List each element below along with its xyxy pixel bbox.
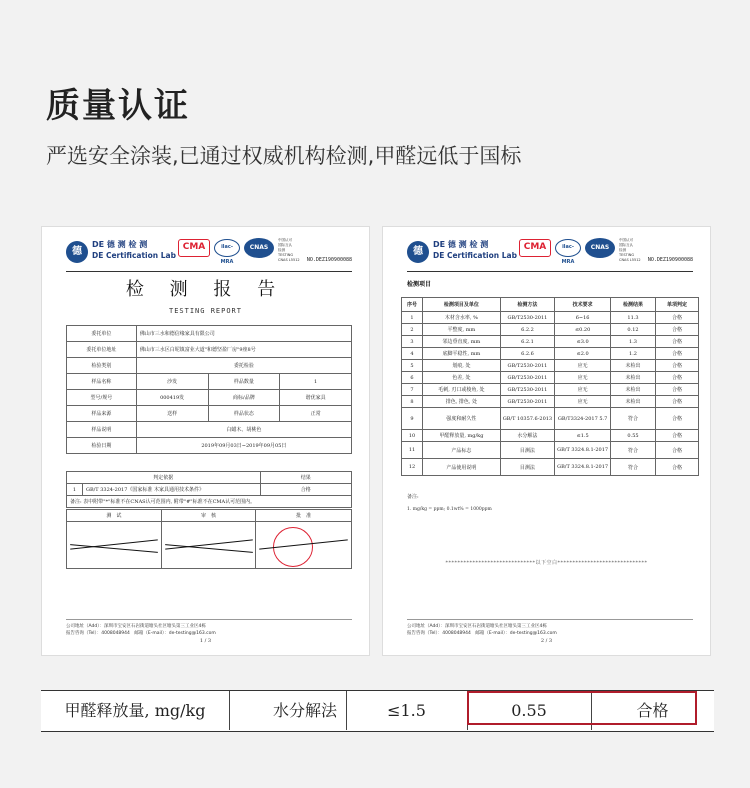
de-logo-icon: 德 — [407, 241, 429, 263]
report-title: 检 测 报 告 — [125, 279, 286, 300]
table-cell: ≤1.5 — [555, 430, 611, 442]
table-cell: 合格 — [655, 384, 698, 396]
table-row — [402, 396, 699, 408]
judgement-table: 判定依据 结果 1 GB/T 3324-2017《国家标准 木家具通用技术条件》 合格 备注: 表中附带"*"标准不在CNAS认可范围内, 附带"#"标准不在CMA认可范围内。 — [66, 471, 352, 508]
table-cell: 未检出 — [611, 384, 656, 396]
table-cell: GB/T 3324.8.1-2017 — [555, 442, 611, 459]
zoom-requirement: ≤1.5 — [387, 701, 426, 720]
table-cell: 目测法 — [500, 459, 554, 476]
table-cell: 7 — [402, 384, 423, 396]
signature-table: 测 试 审 核 批 准 — [66, 509, 352, 569]
table-cell: 1.2 — [611, 348, 656, 360]
table-row — [402, 442, 699, 459]
ilac-logo-icon: ilac-MRA — [555, 239, 581, 257]
table-row — [402, 384, 699, 396]
footer-divider — [66, 619, 352, 620]
zoom-item: 甲醛释放量, mg/kg — [64, 701, 206, 720]
table-cell: 11.3 — [611, 312, 656, 324]
cnas-logo-icon: CNAS — [585, 238, 615, 258]
report-number: NO.DEZ190900088 — [647, 257, 693, 263]
table-row — [402, 408, 699, 430]
table-cell: 合格 — [655, 312, 698, 324]
section-subtitle: 严选安全涂装,已通过权威机构检测,甲醛远低于国标 — [46, 144, 522, 168]
table-cell: ≤3.0 — [555, 336, 611, 348]
table-cell: 未检出 — [611, 372, 656, 384]
table-cell: 合格 — [655, 372, 698, 384]
test-items-table — [401, 297, 699, 476]
table-cell: 0.12 — [611, 324, 656, 336]
table-cell: 1.3 — [611, 336, 656, 348]
table-cell: 未检出 — [611, 360, 656, 372]
test-items-label: 检测项目 — [407, 281, 432, 288]
cnas-caption: 中国认可 国际互认 检测 TESTING CNAS L5512 — [278, 238, 300, 262]
report-subtitle: TESTING REPORT — [168, 307, 242, 315]
table-cell: 符合 — [611, 442, 656, 459]
cma-logo-icon: CMA — [519, 239, 551, 257]
table-row — [402, 324, 699, 336]
footer-divider — [407, 619, 693, 620]
page-number: 2 / 3 — [540, 638, 553, 644]
table-cell: 应无 — [555, 372, 611, 384]
table-cell: 底脚平稳性, mm — [423, 348, 501, 360]
de-logo-icon: 德 — [66, 241, 88, 263]
table-cell: 平整度, mm — [423, 324, 501, 336]
table-cell: 应无 — [555, 384, 611, 396]
table-cell: GB/T2530-2011 — [500, 312, 554, 324]
table-cell: 目测法 — [500, 442, 554, 459]
table-row — [402, 430, 699, 442]
table-row — [402, 459, 699, 476]
table-cell: ≤2.0 — [555, 348, 611, 360]
table-cell: 排色, 排色, 处 — [423, 396, 501, 408]
table-cell: 6~16 — [555, 312, 611, 324]
report-header — [66, 237, 352, 271]
table-row — [402, 372, 699, 384]
table-cell: 合格 — [655, 396, 698, 408]
table-cell: 6.2.2 — [500, 324, 554, 336]
remark-label: 备注: — [407, 494, 419, 500]
table-cell: GB/T2530-2011 — [500, 396, 554, 408]
column-header: 序号 — [402, 298, 423, 312]
table-cell: 6.2.6 — [500, 348, 554, 360]
zoom-method: 水分解法 — [272, 701, 337, 720]
table-cell: GB/T3324-2017 5.7 — [555, 408, 611, 430]
brand-en: DE Certification Lab — [92, 251, 176, 260]
table-cell: 符合 — [611, 459, 656, 476]
report-footer: 公司地址（Add）：深圳市宝安区石岩街道塘头社区塘头第三工业区4栋 报告咨询（Tel）：4008048944 邮箱（E-mail）：de-testing@163.com — [407, 624, 557, 636]
report-header — [407, 237, 693, 271]
column-header: 检测项目及单位 — [423, 298, 501, 312]
table-cell: 甲醛释放量, mg/kg — [423, 430, 501, 442]
table-cell: 毛刺, 刃口或棱角, 处 — [423, 384, 501, 396]
formaldehyde-result-row — [41, 690, 714, 732]
table-cell: 强度和耐久性 — [423, 408, 501, 430]
report-number: NO.DEZ190900088 — [306, 257, 352, 263]
table-row — [402, 360, 699, 372]
report-page-1 — [41, 226, 370, 656]
ilac-logo-icon: ilac-MRA — [214, 239, 240, 257]
column-header: 检测结果 — [611, 298, 656, 312]
table-cell: 11 — [402, 442, 423, 459]
zoom-result: 0.55 — [511, 701, 547, 720]
table-cell: 2 — [402, 324, 423, 336]
table-cell: 5 — [402, 360, 423, 372]
table-cell: ≤0.20 — [555, 324, 611, 336]
cnas-caption: 中国认可 国际互认 检测 TESTING CNAS L5512 — [619, 238, 641, 262]
table-cell: 合格 — [655, 360, 698, 372]
table-cell: 应无 — [555, 360, 611, 372]
brand-en: DE Certification Lab — [433, 251, 517, 260]
table-cell: 水分解法 — [500, 430, 554, 442]
header-divider — [66, 271, 352, 272]
table-cell: 1 — [402, 312, 423, 324]
result-highlight-box — [467, 691, 697, 725]
page-number: 1 / 3 — [199, 638, 212, 644]
table-cell: 符合 — [611, 408, 656, 430]
table-cell: GB/T2530-2011 — [500, 372, 554, 384]
table-cell: 划痕, 处 — [423, 360, 501, 372]
cnas-logo-icon: CNAS — [244, 238, 274, 258]
table-cell: 合格 — [655, 459, 698, 476]
table-cell: 12 — [402, 459, 423, 476]
table-cell: 合格 — [655, 430, 698, 442]
cma-logo-icon: CMA — [178, 239, 210, 257]
table-cell: 邻边垂直度, mm — [423, 336, 501, 348]
table-cell: GB/T2530-2011 — [500, 360, 554, 372]
remark-text: 1. mg/kg = ppm; 0.1wt% = 1000ppm — [407, 507, 492, 512]
table-cell: 合格 — [655, 336, 698, 348]
header-divider — [407, 271, 693, 272]
table-cell: 合格 — [655, 324, 698, 336]
end-of-report-marker: ******************************以下空白****************************** — [445, 560, 648, 566]
column-header: 技术要求 — [555, 298, 611, 312]
brand-cn: DE 德 测 检 测 — [92, 240, 148, 249]
table-cell: GB/T 3324.8.1-2017 — [555, 459, 611, 476]
brand-cn: DE 德 测 检 测 — [433, 240, 489, 249]
table-cell: 0.55 — [611, 430, 656, 442]
table-cell: 10 — [402, 430, 423, 442]
table-cell: 产品使用说明 — [423, 459, 501, 476]
table-cell: 合格 — [655, 348, 698, 360]
table-cell: 合格 — [655, 408, 698, 430]
table-cell: 8 — [402, 396, 423, 408]
reviewer-signature — [165, 522, 253, 568]
column-header: 单项判定 — [655, 298, 698, 312]
column-header: 检测方法 — [500, 298, 554, 312]
table-cell: 合格 — [655, 442, 698, 459]
report-page-2 — [382, 226, 711, 656]
table-row — [402, 312, 699, 324]
zoom-verdict: 合格 — [636, 701, 669, 720]
table-cell: 色差, 处 — [423, 372, 501, 384]
sample-info-table: 委托单位 佛山市三水和德信缘家具有限公司 委托单位地址 佛山市三水区白坭镇富业大道"和德坚盈厂房"9座8号 检验类别 委托检验 样品名称 沙发 样品数量 1 型号/规号 000419发 商标/品牌 谐优家具 样品来源 送样 样品状态 正常 样品说明 白蜡木、胡桃色 检验日期 2019年09月03日~2019年09月05日 — [66, 325, 352, 454]
table-cell: 3 — [402, 336, 423, 348]
table-cell: 9 — [402, 408, 423, 430]
approver-signature — [259, 522, 348, 568]
table-cell: 产品标志 — [423, 442, 501, 459]
table-cell: 未检出 — [611, 396, 656, 408]
table-cell: 4 — [402, 348, 423, 360]
table-cell: 应无 — [555, 396, 611, 408]
table-cell: 6 — [402, 372, 423, 384]
report-footer: 公司地址（Add）：深圳市宝安区石岩街道塘头社区塘头第三工业区4栋 报告咨询（Tel）：4008048944 邮箱（E-mail）：de-testing@163.com — [66, 624, 216, 636]
tester-signature — [70, 522, 158, 568]
table-row — [402, 336, 699, 348]
table-cell: GB/T2530-2011 — [500, 384, 554, 396]
table-row — [402, 348, 699, 360]
section-title: 质量认证 — [46, 86, 190, 126]
table-cell: 6.2.1 — [500, 336, 554, 348]
table-cell: GB/T 10357.6-2013 — [500, 408, 554, 430]
table-cell: 木材含水率, % — [423, 312, 501, 324]
